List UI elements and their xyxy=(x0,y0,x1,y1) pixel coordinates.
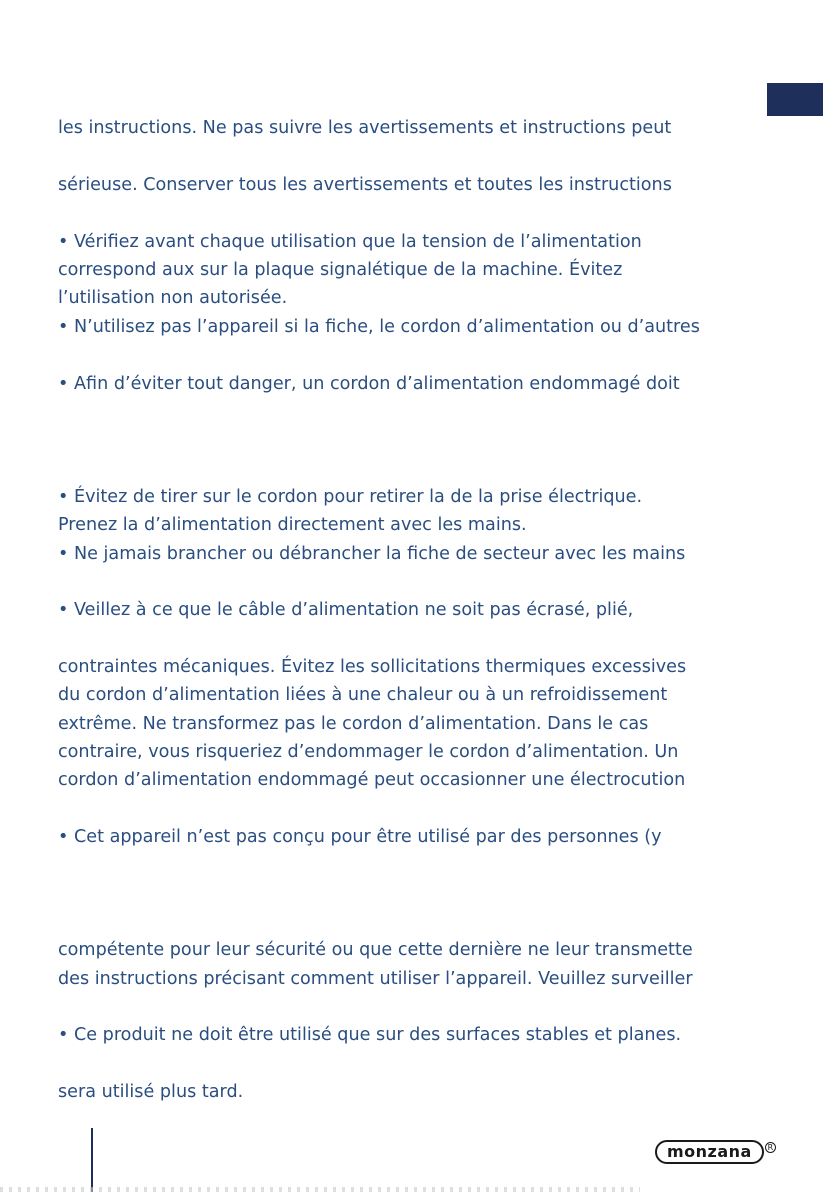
text-line: • Cet appareil n’est pas conçu pour être utilisé par des personnes (y xyxy=(58,827,662,847)
monzana-logo xyxy=(655,1140,776,1164)
text-line: l’utilisation non autorisée. xyxy=(58,288,288,308)
text-line: correspond aux sur la plaque signalétique de la machine. Évitez xyxy=(58,260,623,280)
text-line: contraintes mécaniques. Évitez les sollicitations thermiques excessives xyxy=(58,657,687,677)
registered-mark-icon: R xyxy=(765,1142,776,1153)
text-line: • Veillez à ce que le câble d’alimentation ne soit pas écrasé, plié, xyxy=(58,600,634,620)
text-line: • Vérifiez avant chaque utilisation que la tension de l’alimentation xyxy=(58,232,642,252)
text-line: du cordon d’alimentation liées à une chaleur ou à un refroidissement xyxy=(58,685,668,705)
text-line: • Ne jamais brancher ou débrancher la fiche de secteur avec les mains xyxy=(58,544,686,564)
text-line: cordon d’alimentation endommagé peut occasionner une électrocution xyxy=(58,770,686,790)
scan-artifact xyxy=(0,1187,640,1192)
text-line: extrême. Ne transformez pas le cordon d’alimentation. Dans le cas xyxy=(58,714,649,734)
text-line: des instructions précisant comment utiliser l’appareil. Veuillez surveiller xyxy=(58,969,693,989)
footer-divider xyxy=(91,1128,93,1192)
text-line: • Ce produit ne doit être utilisé que sur des surfaces stables et planes. xyxy=(58,1025,682,1045)
text-line: • Afin d’éviter tout danger, un cordon d’alimentation endommagé doit xyxy=(58,374,680,394)
text-line: les instructions. Ne pas suivre les avertissements et instructions peut xyxy=(58,118,672,138)
logo-wordmark: monzana xyxy=(655,1140,764,1164)
section-tab xyxy=(767,83,823,116)
text-line: compétente pour leur sécurité ou que cette dernière ne leur transmette xyxy=(58,940,693,960)
text-line: • N’utilisez pas l’appareil si la fiche, le cordon d’alimentation ou d’autres xyxy=(58,317,700,337)
text-line: • Évitez de tirer sur le cordon pour retirer la de la prise électrique. xyxy=(58,487,643,507)
text-line: sera utilisé plus tard. xyxy=(58,1082,244,1102)
text-line: sérieuse. Conserver tous les avertissements et toutes les instructions xyxy=(58,175,672,195)
text-line: contraire, vous risqueriez d’endommager le cordon d’alimentation. Un xyxy=(58,742,679,762)
text-line: Prenez la d’alimentation directement avec les mains. xyxy=(58,515,527,535)
